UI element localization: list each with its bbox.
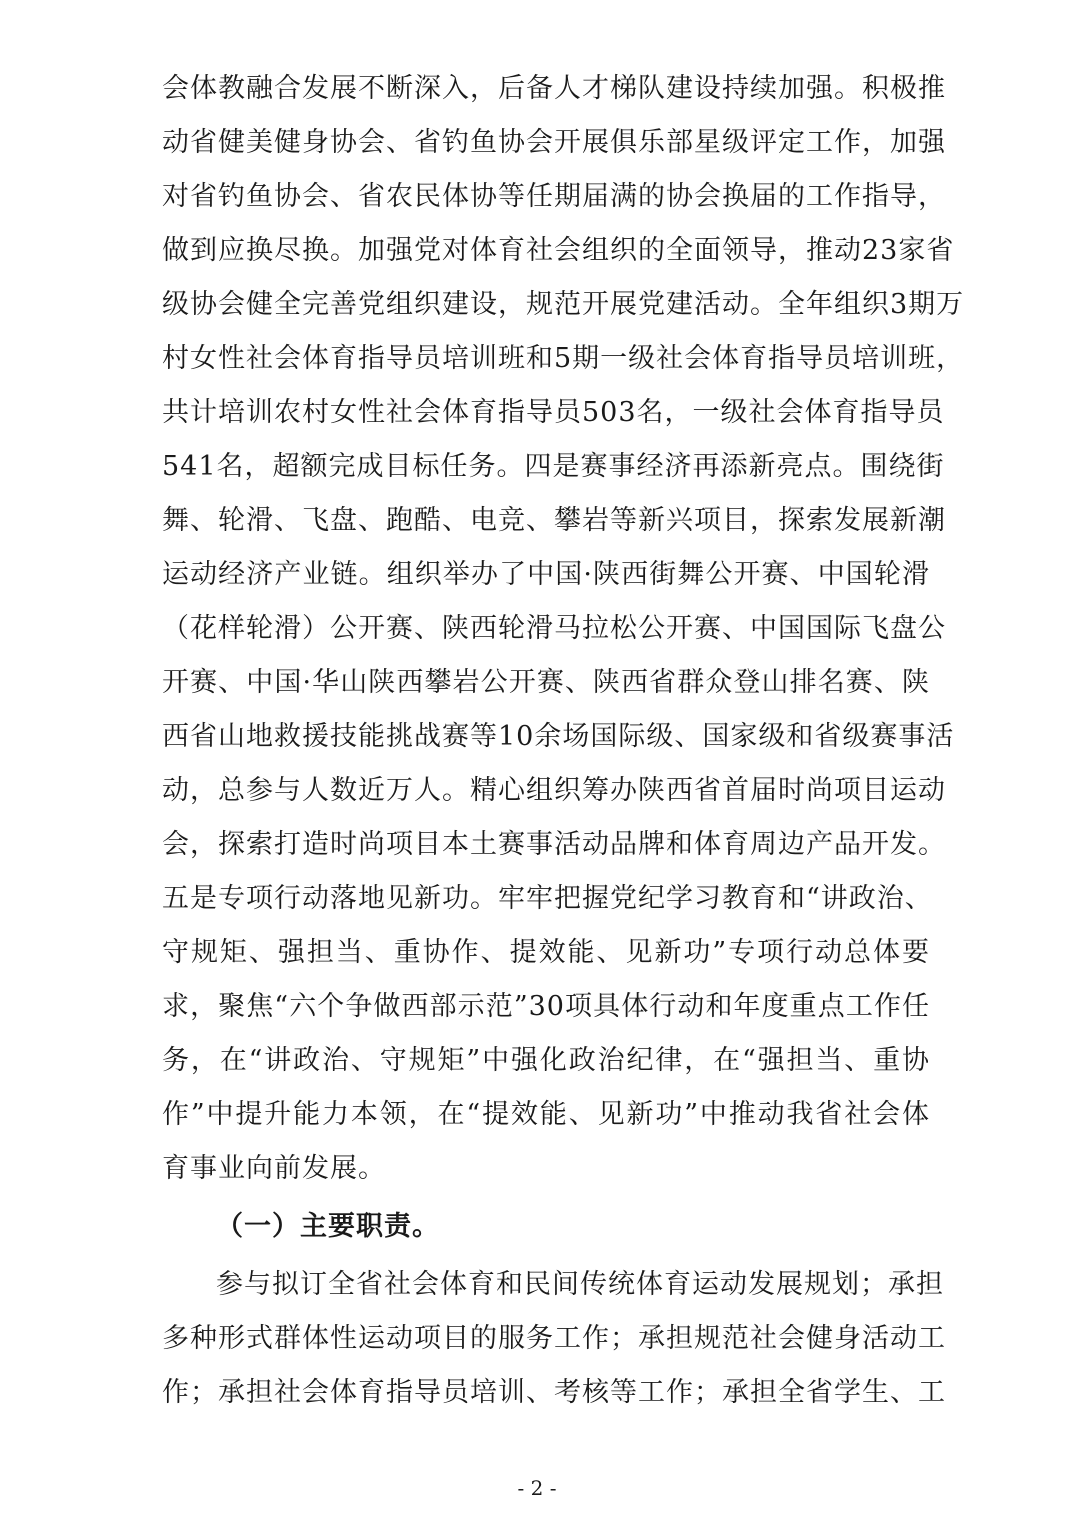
page-number: - 2 -	[517, 1476, 557, 1500]
text-line: 求，聚焦“六个争做西部示范”30项具体行动和年度重点工作任	[162, 991, 930, 1022]
text-line: 开赛、中国·华山陕西攀岩公开赛、陕西省群众登山排名赛、陕	[162, 667, 930, 698]
text-line: （花样轮滑）公开赛、陕西轮滑马拉松公开赛、中国国际飞盘公	[162, 613, 946, 644]
text-line: 五是专项行动落地见新功。牢牢把握党纪学习教育和“讲政治、	[162, 883, 933, 914]
text-line: 级协会健全完善党组织建设，规范开展党建活动。全年组织3期万	[162, 289, 965, 320]
text-line: 会，探索打造时尚项目本土赛事活动品牌和体育周边产品开发。	[162, 829, 946, 860]
text-line: 多种形式群体性运动项目的服务工作；承担规范社会健身活动工	[162, 1323, 946, 1354]
text-line: 对省钓鱼协会、省农民体协等任期届满的协会换届的工作指导，	[162, 181, 946, 212]
text-line: 西省山地救援技能挑战赛等10余场国际级、国家级和省级赛事活	[162, 721, 955, 752]
text-line: 作；承担社会体育指导员培训、考核等工作；承担全省学生、工	[162, 1377, 946, 1408]
text-line: 运动经济产业链。组织举办了中国·陕西街舞公开赛、中国轮滑	[162, 559, 930, 590]
text-line: 动省健美健身协会、省钓鱼协会开展俱乐部星级评定工作，加强	[162, 127, 946, 158]
section-heading: （一）主要职责。	[216, 1211, 440, 1242]
text-line: 舞、轮滑、飞盘、跑酷、电竞、攀岩等新兴项目，探索发展新潮	[162, 505, 946, 536]
text-line: 541名，超额完成目标任务。四是赛事经济再添新亮点。围绕街	[162, 451, 945, 482]
text-line: 做到应换尽换。加强党对体育社会组织的全面领导，推动23家省	[162, 235, 955, 266]
text-line: 育事业向前发展。	[162, 1153, 386, 1184]
text-line: 会体教融合发展不断深入，后备人才梯队建设持续加强。积极推	[162, 73, 946, 104]
text-line: 动，总参与人数近万人。精心组织筹办陕西省首届时尚项目运动	[162, 775, 946, 806]
text-line: 共计培训农村女性社会体育指导员503名，一级社会体育指导员	[162, 397, 945, 428]
text-line: 守规矩、强担当、重协作、提效能、见新功”专项行动总体要	[162, 937, 930, 968]
text-line: 村女性社会体育指导员培训班和5期一级社会体育指导员培训班，	[162, 343, 965, 374]
text-line: 务，在“讲政治、守规矩”中强化政治纪律，在“强担当、重协	[162, 1045, 930, 1076]
text-line: 参与拟订全省社会体育和民间传统体育运动发展规划；承担	[216, 1269, 944, 1300]
text-line: 作”中提升能力本领，在“提效能、见新功”中推动我省社会体	[162, 1099, 930, 1130]
document-body	[162, 62, 965, 1420]
